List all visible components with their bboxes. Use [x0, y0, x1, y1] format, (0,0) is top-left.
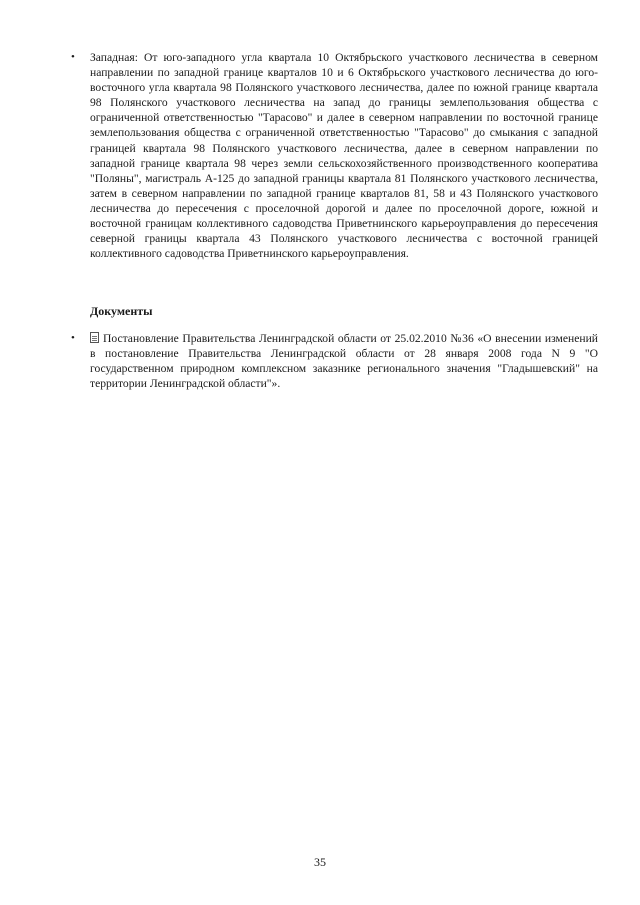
page-number: 35	[314, 855, 326, 869]
list-item-document[interactable]	[71, 331, 598, 391]
list-item-west-boundary	[71, 50, 598, 261]
bullet: •	[71, 332, 75, 344]
documents-heading: Документы	[90, 304, 153, 318]
document-icon[interactable]	[90, 332, 99, 343]
document-link-text[interactable]: Постановление Правительства Ленинградской области от 25.02.2010 №36 «О внесении изменений в постановление Правительства Ленинградской области от 28 января 2008 года N 9 "О государственном природном комплексном заказнике регионального значения "Гладышевский" на территории Ленинградской области"».	[90, 332, 598, 391]
bullet: •	[71, 51, 75, 63]
west-boundary-text: Западная: От юго-западного угла квартала 10 Октябрьского участкового лесничества в северном направлении по западной границе кварталов 10 и 6 Октябрьского участкового лесничества до юго-восточного угла квартала 98 Полянского участкового лесничества, далее по южной границе квартала 98 Полянского участкового лесничества на запад до границы землепользования общества с ограниченной ответственностью "Тарасово" и далее в северном направлении по восточной границе землепользования общества с ограниченной ответственностью "Тарасово" до смыкания с западной границей квартала 98 Полянского участкового лесничества, далее в северном направлении по западной границе квартала 98 через земли сельскохозяйственного производственного кооператива "Поляны", магистраль А-125 до западной границы квартала 81 Полянского участкового лесничества, затем в северном направлении по западной границе кварталов 81, 58 и 43 Полянского участкового лесничества до пересечения с проселочной дорогой и далее по проселочной дороге, южной и восточной границам коллективного садоводства Приветнинского карьероуправления до пересечения северной границы квартала 43 Полянского участкового лесничества с восточной границей коллективного садоводства Приветнинского карьероуправления.	[90, 51, 598, 261]
